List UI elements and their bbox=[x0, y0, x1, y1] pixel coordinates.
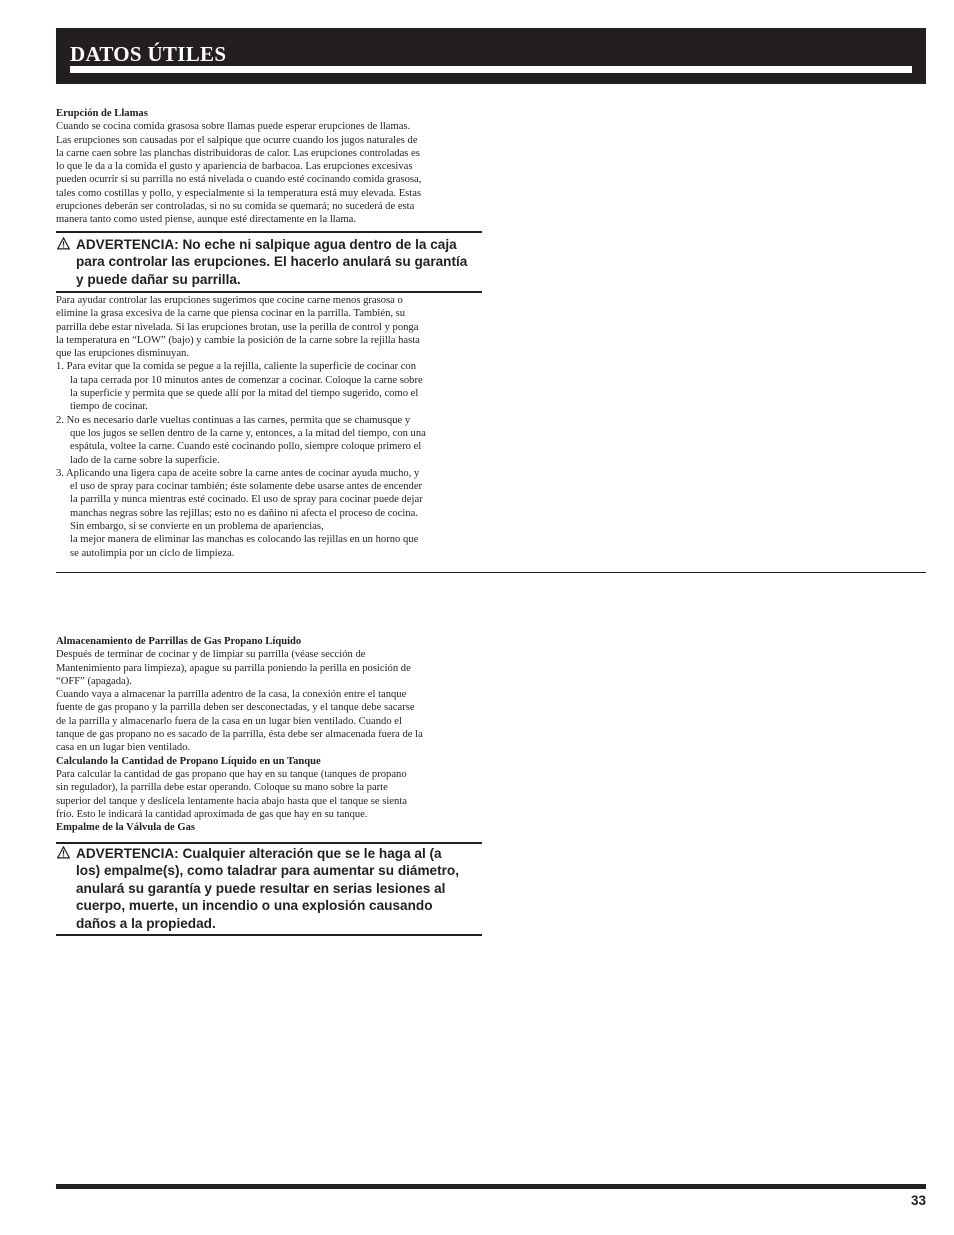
tips-intro-line: Para ayudar controlar las erupciones sugerimos que cocine carne menos grasosa o bbox=[56, 295, 403, 306]
flare-line: Las erupciones son causadas por el salpique que ocurre cuando los jugos naturales de bbox=[56, 134, 418, 146]
flare-line: lo que le da a la comida el gusto y apariencia de barbacoa. Las erupciones excesivas bbox=[56, 161, 413, 173]
list-item-line: la tapa cerrada por 10 minutos antes de comenzar a cocinar. Coloque la carne sobre bbox=[70, 374, 423, 386]
warning-1-bottom-rule bbox=[56, 291, 482, 293]
warning-1-top-rule bbox=[56, 231, 482, 233]
warning-2-line: daños a la propiedad. bbox=[76, 915, 216, 931]
flare-line: la carne caen sobre las planchas distribuidoras de calor. Las erupciones controladas es bbox=[56, 147, 420, 159]
page-title: DATOS ÚTILES bbox=[70, 42, 227, 66]
flare-line: pueden ocurrir si su parrilla no está nivelada o cuando esté cocinando comida grasosa, bbox=[56, 174, 422, 186]
list-item-line: que los jugos se sellen dentro de la carne y, entonces, a la mitad del tiempo, con una bbox=[70, 427, 426, 439]
quantity-paragraph bbox=[56, 768, 482, 821]
flare-section bbox=[56, 107, 482, 227]
list-item-line: espátula, voltee la carne. Cuando esté cocinando pollo, siempre coloque primero el bbox=[70, 441, 422, 453]
quantity-line: frío. Esto le indicará la cantidad aproximada de gas que hay en su tanque. bbox=[56, 808, 368, 820]
valve-heading: Empalme de la Válvula de Gas bbox=[56, 822, 196, 834]
list-item bbox=[56, 360, 482, 413]
page-number: 33 bbox=[910, 1193, 926, 1208]
header-bar bbox=[56, 28, 926, 84]
header-rule bbox=[70, 66, 912, 73]
tips-intro bbox=[56, 294, 482, 360]
warning-2-bottom-rule bbox=[56, 934, 482, 936]
list-item bbox=[56, 414, 482, 467]
list-item-line: se autolimpia por un ciclo de limpieza. bbox=[70, 547, 235, 559]
quantity-line: superior del tanque y deslícela lentamente hacia abajo hasta que el tanque se sienta bbox=[56, 795, 407, 807]
storage-line: fuente de gas propano y la parrilla deben ser desconectadas, y el tanque debe sacarse bbox=[56, 702, 415, 714]
footer-bar bbox=[56, 1184, 926, 1189]
warning-triangle-icon bbox=[57, 846, 70, 859]
storage-line: Después de terminar de cocinar y de limpiar su parrilla (véase sección de bbox=[56, 649, 366, 661]
storage-line: Mantenimiento para limpieza), apague su parrilla poniendo la perilla en posición de bbox=[56, 662, 411, 674]
list-item-line: la parrilla y nunca mientras esté cocinado. El uso de spray para cocinar puede dejar bbox=[70, 494, 423, 506]
quantity-line: Para calcular la cantidad de gas propano que hay en su tanque (tanques de propano bbox=[56, 768, 407, 780]
storage-paragraph-2 bbox=[56, 688, 482, 754]
storage-line: de la parrilla y almacenarlo fuera de la casa en un lugar bien ventilado. Cuando el bbox=[56, 715, 402, 727]
tips-intro-line: elimine la grasa excesiva de la carne que piensa cocinar en la parrilla. También, su bbox=[56, 308, 406, 320]
list-item-line: manchas negras sobre las rejillas; esto no es dañino ni afecta el proceso de cocina. bbox=[70, 507, 418, 519]
quantity-line: sin regulador), la parrilla debe estar operando. Coloque su mano sobre la parte bbox=[56, 782, 388, 794]
warning-2 bbox=[56, 845, 482, 932]
warning-1-line: y puede dañar su parrilla. bbox=[76, 271, 241, 287]
list-item-line: lado de la carne sobre la superficie. bbox=[70, 454, 220, 466]
flare-paragraph bbox=[56, 120, 482, 226]
storage-line: casa en un lugar bien ventilado. bbox=[56, 742, 191, 754]
storage-paragraph-1 bbox=[56, 648, 482, 688]
flare-line: Cuando se cocina comida grasosa sobre llamas puede esperar erupciones de llamas. bbox=[56, 121, 411, 133]
list-item-line: 3. Aplicando una ligera capa de aceite sobre la carne antes de cocinar ayuda mucho, y bbox=[56, 467, 420, 479]
warning-2-line: anulará su garantía y puede resultar en serias lesiones al bbox=[76, 880, 446, 896]
tips-intro-line: la temperatura en “LOW” (bajo) y cambie la posición de la carne sobre la rejilla hasta bbox=[56, 334, 420, 346]
list-item-line: el uso de spray para cocinar también; éste solamente debe usarse antes de encender bbox=[70, 481, 423, 493]
list-item-line: 2. No es necesario darle vueltas continuas a las carnes, permita que se chamusque y bbox=[56, 414, 411, 426]
tips-intro-line: parrilla debe estar nivelada. Si las erupciones brotan, use la perilla de control y ponga bbox=[56, 321, 419, 333]
storage-heading: Almacenamiento de Parrillas de Gas Propano Líquido bbox=[56, 636, 302, 647]
list-item-line: la superficie y permita que se quede allí por la mitad del tiempo sugerido, como el bbox=[70, 388, 419, 400]
warning-2-line: ADVERTENCIA: Cualquier alteración que se le haga al (a bbox=[76, 846, 442, 861]
warning-2-top-rule bbox=[56, 842, 482, 844]
flare-line: erupciones deberán ser controladas, si no su comida se quemará; no sucederá de esta bbox=[56, 201, 415, 213]
warning-2-line: los) empalme(s), como taladrar para aumentar su diámetro, bbox=[76, 863, 460, 879]
warning-2-line: cuerpo, muerte, un incendio o una explosión causando bbox=[76, 898, 433, 914]
list-item-line: 1. Para evitar que la comida se pegue a la rejilla, caliente la superficie de cocinar con bbox=[56, 361, 417, 373]
list-item bbox=[56, 467, 482, 560]
quantity-heading: Calculando la Cantidad de Propano Líquido en un Tanque bbox=[56, 755, 321, 767]
warning-1-line: ADVERTENCIA: No eche ni salpique agua dentro de la caja bbox=[76, 237, 457, 252]
storage-section bbox=[56, 635, 482, 834]
flare-line: tales como costillas y pollo, y especialmente si la temperatura está muy elevada. Estas bbox=[56, 187, 422, 199]
storage-line: tanque de gas propano no es sacado de la parrilla, ésta debe ser almacenada fuera de la bbox=[56, 729, 423, 741]
list-item-line: Sin embargo, si se convierte en un problema de apariencias, bbox=[70, 521, 324, 533]
storage-line: Cuando vaya a almacenar la parrilla adentro de la casa, la conexión entre el tanque bbox=[56, 689, 407, 701]
tips-intro-line: que las erupciones disminuyan. bbox=[56, 348, 189, 360]
list-item-line: tiempo de cocinar. bbox=[70, 401, 148, 413]
flare-heading: Erupción de Llamas bbox=[56, 108, 148, 119]
section-divider bbox=[56, 572, 926, 573]
warning-triangle-icon bbox=[57, 237, 70, 250]
tips-section bbox=[56, 294, 482, 560]
flare-line: manera tanto como usted piense, aunque esté directamente en la llama. bbox=[56, 214, 357, 226]
warning-1 bbox=[56, 236, 482, 288]
storage-line: “OFF” (apagada). bbox=[56, 675, 132, 687]
warning-1-line: para controlar las erupciones. El hacerlo anulará su garantía bbox=[76, 254, 468, 270]
list-item-line: la mejor manera de eliminar las manchas es colocando las rejillas en un horno que bbox=[70, 534, 419, 546]
